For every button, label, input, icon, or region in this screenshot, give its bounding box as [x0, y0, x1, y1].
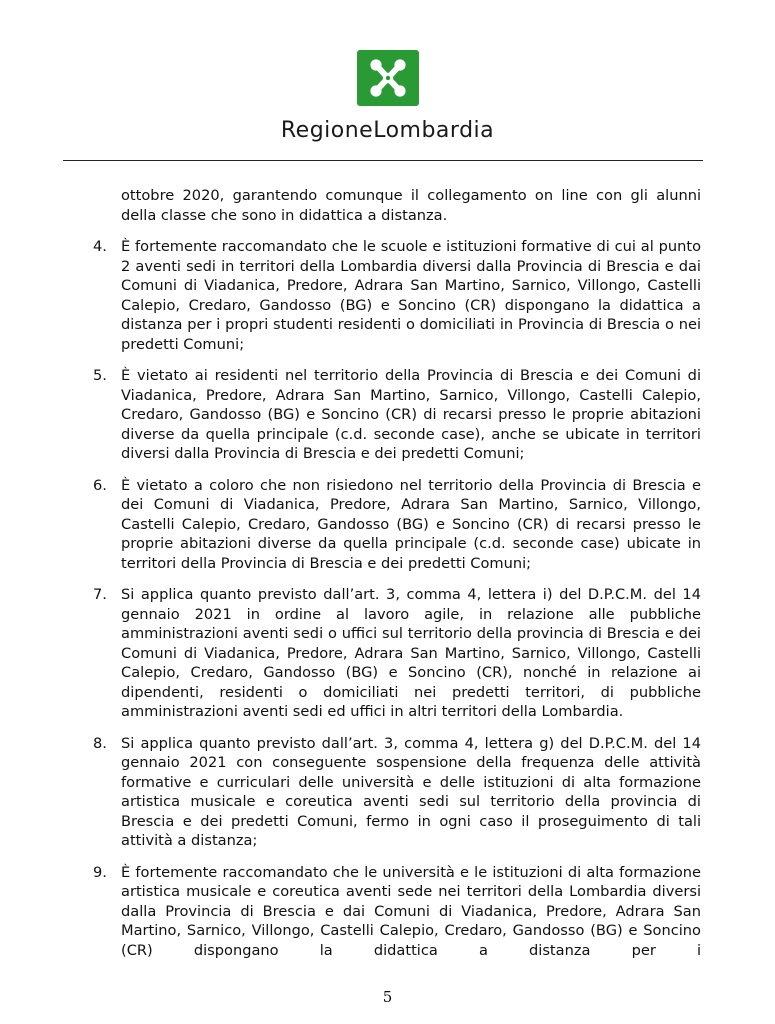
lombardy-rose-icon	[357, 50, 419, 106]
header-divider	[63, 160, 703, 161]
list-text: Si applica quanto previsto dall’art. 3, comma 4, lettera i) del D.P.C.M. del 14 gennaio 2021 in ordine al lavoro agile, in relazione alle pubbliche amministrazioni aventi sedi o uffici sul territorio della provincia di Brescia e dei Comuni di Viadanica, Predore, Adrara San Martino, Sarnico, Villongo, Castelli Calepio, Credaro, Gandosso (BG) e Soncino (CR), nonché in relazione ai dipendenti, residenti o domiciliati nei predetti territori, di pubbliche amministrazioni aventi sedi ed uffici in altri territori della Lombardia.	[121, 586, 701, 720]
page-number: 5	[382, 988, 393, 1006]
header	[0, 50, 775, 143]
list-text: È vietato ai residenti nel territorio della Provincia di Brescia e dei Comuni di Viadanica, Predore, Adrara San Martino, Sarnico, Villongo, Castelli Calepio, Credaro, Gandosso (BG) e Soncino (CR) di recarsi presso le proprie abitazioni diverse da quella principale (c.d. seconde case), anche se ubicate in territori diversi dalla Provincia di Brescia e dei predetti Comuni;	[121, 367, 701, 462]
list-item-9	[93, 863, 701, 961]
list-text: È fortemente raccomandato che le università e le istituzioni di alta formazione artistica musicale e coreutica aventi sede nei territori della Lombardia diversi dalla Provincia di Brescia e dai Comuni di Viadanica, Predore, Adrara San Martino, Sarnico, Villongo, Castelli Calepio, Credaro, Gandosso (BG) e Soncino (CR) dispongano la didattica a distanza per i	[121, 863, 701, 959]
list-number: 4.	[93, 238, 107, 255]
list-number: 6.	[93, 476, 107, 494]
list-number: 7.	[93, 586, 107, 603]
list-number: 9.	[93, 863, 107, 881]
document-body	[93, 186, 701, 972]
list-item-6	[93, 476, 701, 574]
list-text: Si applica quanto previsto dall’art. 3, comma 4, lettera g) del D.P.C.M. del 14 gennaio 2021 con conseguente sospensione della frequenza delle attività formative e curriculari delle università e delle istituzioni di alta formazione artistica musicale e coreutica aventi sedi sul territorio della provincia di Brescia e dei predetti Comuni, fermo in ogni caso il proseguimento di tali attività a distanza;	[121, 734, 701, 849]
list-text: È vietato a coloro che non risiedono nel territorio della Provincia di Brescia e dei Comuni di Viadanica, Predore, Adrara San Martino, Sarnico, Villongo, Castelli Calepio, Credaro, Gandosso (BG) e Soncino (CR) di recarsi presso le proprie abitazioni diverse da quella principale (c.d. seconde case) ubicate in territori della Provincia di Brescia e dei predetti Comuni;	[121, 476, 701, 572]
list-number: 5.	[93, 367, 107, 384]
brand-name: RegioneLombardia	[280, 118, 495, 143]
list-number: 8.	[93, 734, 107, 752]
list-text: È fortemente raccomandato che le scuole e istituzioni formative di cui al punto 2 aventi sedi in territori della Lombardia diversi dalla Provincia di Brescia e dai Comuni di Viadanica, Predore, Adrara San Martino, Sarnico, Villongo, Castelli Calepio, Credaro, Gandosso (BG) e Soncino (CR) dispongano la didattica a distanza per i propri studenti residenti o domiciliati in Provincia di Brescia o nei predetti Comuni;	[121, 238, 701, 353]
list-item-8	[93, 734, 701, 851]
continued-paragraph: ottobre 2020, garantendo comunque il collegamento on line con gli alunni della classe che sono in didattica a distanza.	[121, 187, 701, 224]
list-item-5	[93, 366, 701, 464]
list-item-7	[93, 585, 701, 722]
list-item-4	[93, 237, 701, 354]
